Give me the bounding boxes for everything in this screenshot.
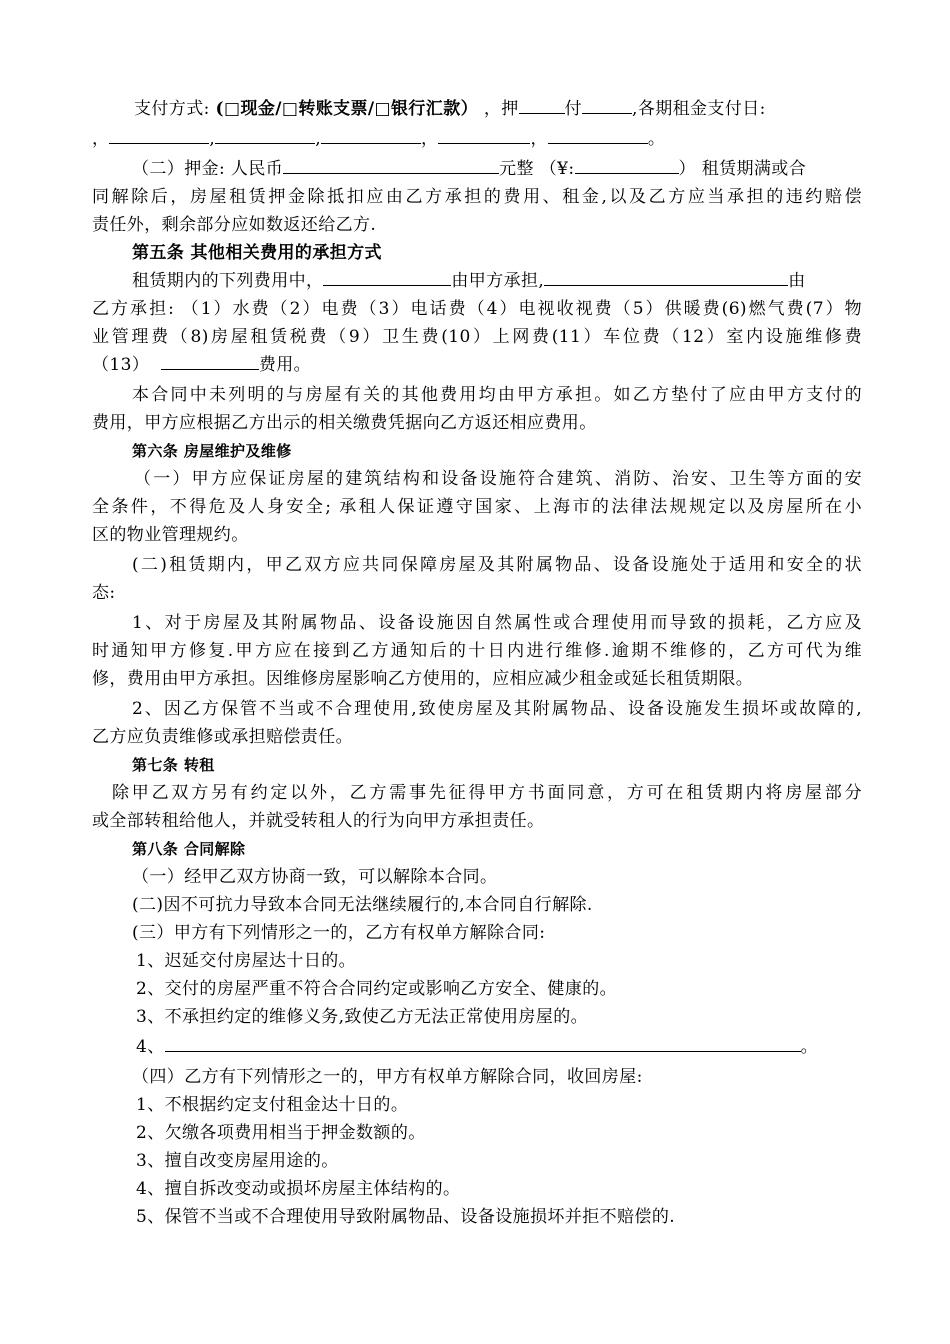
payment-date-blank[interactable] bbox=[438, 127, 530, 144]
deposit-amount-number-blank[interactable] bbox=[575, 157, 679, 174]
text-line: 费用，甲方应根据乙方出示的相关缴费凭据向乙方返还相应费用。 bbox=[92, 413, 597, 433]
text-line: 或全部转租给他人，并就受转租人的行为向甲方承担责任。 bbox=[92, 811, 545, 831]
payment-method-label: 支付方式: bbox=[134, 99, 210, 119]
fees-item-13-line: （13） 费用。 bbox=[92, 355, 312, 375]
text-line: 区的物业管理规约。 bbox=[92, 525, 249, 545]
list-item: 5、保管不当或不合理使用导致附属物品、设备设施损坏并拒不赔偿的. bbox=[136, 1207, 676, 1227]
text-line: 1、对于房屋及其附属物品、设备设施因自然属性或合理使用而导致的损耗，乙方应及 bbox=[132, 613, 862, 633]
list-item: 4、擅自拆改变动或损坏房屋主体结构的。 bbox=[136, 1179, 461, 1199]
tenant-fees-blank[interactable] bbox=[544, 269, 788, 286]
text-line: (三）甲方有下列情形之一的，乙方有权单方解除合同: bbox=[132, 923, 546, 943]
section-heading-6: 第六条 房屋维护及维修 bbox=[132, 442, 292, 460]
list-item: 4、 。 bbox=[136, 1037, 819, 1057]
pay-months-blank[interactable] bbox=[582, 97, 632, 114]
text-line: 2、因乙方保管不当或不合理使用,致使房屋及其附属物品、设备设施发生损坏或故障的, bbox=[132, 699, 862, 719]
text-line: （一）甲方应保证房屋的建筑结构和设备设施符合建筑、消防、治安、卫生等方面的安 bbox=[134, 469, 862, 489]
list-item: 3、擅自改变房屋用途的。 bbox=[136, 1151, 339, 1171]
list-item: 2、交付的房屋严重不符合合同约定或影响乙方安全、健康的。 bbox=[136, 979, 618, 999]
list-item: 1、不根据约定支付租金达十日的。 bbox=[136, 1095, 409, 1115]
deposit-amount-words-blank[interactable] bbox=[283, 157, 499, 174]
text-line: 全条件，不得危及人身安全; 承租人保证遵守国家、上海市的法律法规规定以及房屋所在小 bbox=[92, 497, 862, 517]
text-line: （四）乙方有下列情形之一的，甲方有权单方解除合同，收回房屋: bbox=[132, 1067, 643, 1087]
section-heading-8: 第八条 合同解除 bbox=[132, 840, 246, 858]
payment-options: (□现金/□转账支票/□银行汇款） bbox=[215, 99, 478, 119]
payment-date-blank[interactable] bbox=[321, 127, 421, 144]
section-heading-5: 第五条 其他相关费用的承担方式 bbox=[132, 243, 382, 263]
other-fee-blank[interactable] bbox=[161, 353, 259, 370]
list-item: 3、不承担约定的维修义务,致使乙方无法正常使用房屋的。 bbox=[136, 1007, 589, 1027]
text-line: 除甲乙双方另有约定以外，乙方需事先征得甲方书面同意，方可在租赁期内将房屋部分 bbox=[112, 783, 862, 803]
text-line: （一）经甲乙双方协商一致，可以解除本合同。 bbox=[132, 867, 498, 887]
payment-method-line: 支付方式: (□现金/□转账支票/□银行汇款） ，押 付 ,各期租金支付日: bbox=[134, 99, 766, 119]
list-item: 1、迟延交付房屋达十日的。 bbox=[136, 951, 357, 971]
deposit-line: （二）押金: 人民币 元整 （¥: ） 租赁期满或合 bbox=[132, 159, 807, 179]
section-heading-7: 第七条 转租 bbox=[132, 756, 215, 774]
text-line: 本合同中未列明的与房屋有关的其他费用均由甲方承担。如乙方垫付了应由甲方支付的 bbox=[132, 385, 862, 405]
payment-date-blank[interactable] bbox=[109, 127, 209, 144]
text-line: 乙方承担: （1）水费（2）电费（3）电话费（4）电视收视费（5）供暖费(6)燃气费(7）物 bbox=[92, 299, 862, 319]
text-line: 同解除后，房屋租赁押金除抵扣应由乙方承担的费用、租金,以及乙方应当承担的违约赔偿 bbox=[92, 187, 862, 207]
deposit-months-blank[interactable] bbox=[519, 97, 565, 114]
text-line: (二)因不可抗力导致本合同无法继续履行的,本合同自行解除. bbox=[132, 895, 593, 915]
fees-line: 租赁期内的下列费用中， 由甲方承担, 由 bbox=[132, 271, 806, 291]
payment-date-blank[interactable] bbox=[215, 127, 315, 144]
list-item: 2、欠缴各项费用相当于押金数额的。 bbox=[136, 1123, 426, 1143]
text-line: 修，费用由甲方承担。因维修房屋影响乙方使用的，应相应减少租金或延长租赁期限。 bbox=[92, 669, 754, 689]
custom-clause-blank[interactable] bbox=[165, 1035, 801, 1052]
text-line: 时通知甲方修复.甲方应在接到乙方通知后的十日内进行维修.逾期不维修的，乙方可代为维 bbox=[92, 641, 862, 661]
text-line: 业管理费（8)房屋租赁税费（9）卫生费(10）上网费(11）车位费（12）室内设施维修费 bbox=[92, 327, 862, 347]
payment-dates-line: ， , , ， ， 。 bbox=[92, 129, 666, 149]
payment-date-blank[interactable] bbox=[548, 127, 648, 144]
text-line: (二)租赁期内，甲乙双方应共同保障房屋及其附属物品、设备设施处于适用和安全的状 bbox=[132, 555, 862, 575]
text-line: 责任外，剩余部分应如数返还给乙方. bbox=[92, 215, 377, 235]
landlord-fees-blank[interactable] bbox=[323, 269, 451, 286]
text-line: 乙方应负责维修或承担赔偿责任。 bbox=[92, 727, 353, 747]
text-line: 态: bbox=[92, 583, 116, 603]
